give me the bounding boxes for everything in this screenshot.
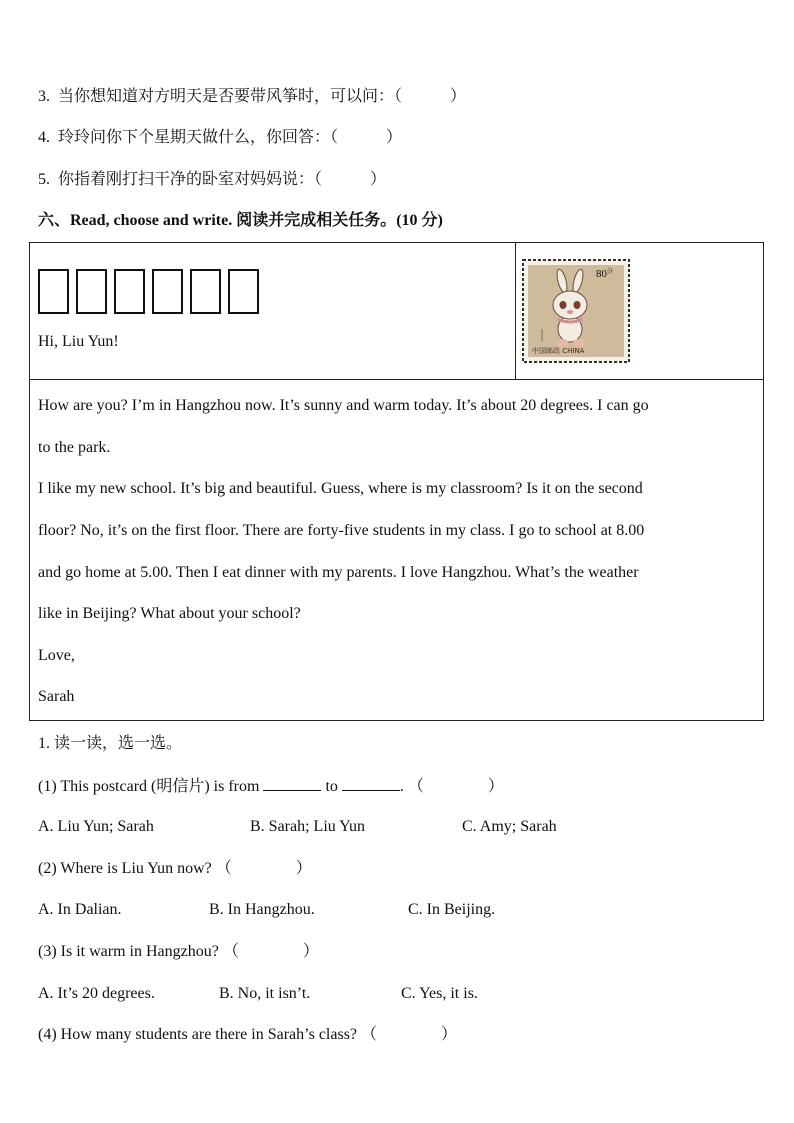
- zip-box: [190, 269, 221, 314]
- option-a[interactable]: A. In Dalian.: [38, 901, 122, 918]
- answer-blank[interactable]: [263, 776, 321, 791]
- stamp-value: $80^分$: [596, 268, 614, 280]
- task-q1-suffix: . （ ）: [399, 778, 504, 795]
- task-q3: (3) Is it warm in Hangzhou? （ ）: [38, 943, 319, 960]
- postcard-greeting: Hi, Liu Yun!: [38, 333, 119, 350]
- task-q1-prefix: (1) This postcard (明信片) is from: [38, 778, 260, 795]
- question-number: 4.: [38, 129, 50, 146]
- question-4: [38, 128, 402, 148]
- header-divider: [515, 243, 516, 379]
- postcard-body-line: to the park.: [38, 439, 111, 456]
- option-b[interactable]: B. In Hangzhou.: [209, 901, 315, 918]
- postcard-body-line: Love,: [38, 647, 75, 664]
- section-title: 六、Read, choose and write. 阅读并完成相关任务。(10 分): [38, 212, 443, 229]
- postcard-body-line: floor? No, it’s on the first floor. There are forty-five students in my class. I go to school at 8.00: [38, 522, 645, 539]
- option-b[interactable]: B. No, it isn’t.: [219, 985, 311, 1002]
- question-3: [38, 87, 466, 107]
- option-b[interactable]: B. Sarah; Liu Yun: [250, 818, 365, 835]
- task-q2: (2) Where is Liu Yun now? （ ）: [38, 860, 312, 877]
- zip-box: [76, 269, 107, 314]
- option-a[interactable]: A. Liu Yun; Sarah: [38, 818, 154, 835]
- task-1-title: 1. 读一读，选一选。: [38, 735, 183, 752]
- task-q1-mid: to: [325, 778, 338, 795]
- stamp-country: 中国邮政 CHINA: [532, 347, 585, 355]
- task-q1: [38, 776, 504, 797]
- postcard-body-line: I like my new school. It’s big and beautiful. Guess, where is my classroom? Is it on the second: [38, 480, 643, 497]
- task-q4: (4) How many students are there in Sarah’s class? （ ）: [38, 1026, 458, 1043]
- option-c[interactable]: C. Amy; Sarah: [462, 818, 557, 835]
- postcard-header: [30, 243, 763, 380]
- question-text: 当你想知道对方明天是否要带风筝时，可以问：（ ）: [58, 88, 467, 105]
- postcard-body-line: like in Beijing? What about your school?: [38, 605, 301, 622]
- postcard: [29, 242, 764, 721]
- zip-box: [114, 269, 145, 314]
- option-a[interactable]: A. It’s 20 degrees.: [38, 985, 155, 1002]
- question-number: 5.: [38, 171, 50, 188]
- postcard-body-line: How are you? I’m in Hangzhou now. It’s sunny and warm today. It’s about 20 degrees. I can go: [38, 397, 649, 414]
- zip-box: [152, 269, 183, 314]
- question-text: 你指着刚打扫干净的卧室对妈妈说：（ ）: [58, 171, 387, 188]
- answer-blank[interactable]: [342, 776, 400, 791]
- question-number: 3.: [38, 88, 50, 105]
- option-c[interactable]: C. In Beijing.: [408, 901, 496, 918]
- question-5: [38, 170, 386, 190]
- rabbit-stamp-icon: [522, 259, 630, 363]
- postcard-signature: Sarah: [38, 688, 75, 705]
- zip-box: [228, 269, 259, 314]
- question-text: 玲玲问你下个星期天做什么，你回答：（ ）: [58, 129, 403, 146]
- option-c[interactable]: C. Yes, it is.: [401, 985, 478, 1002]
- postcard-body-line: and go home at 5.00. Then I eat dinner with my parents. I love Hangzhou. What’s the weather: [38, 564, 639, 581]
- zip-box: [38, 269, 69, 314]
